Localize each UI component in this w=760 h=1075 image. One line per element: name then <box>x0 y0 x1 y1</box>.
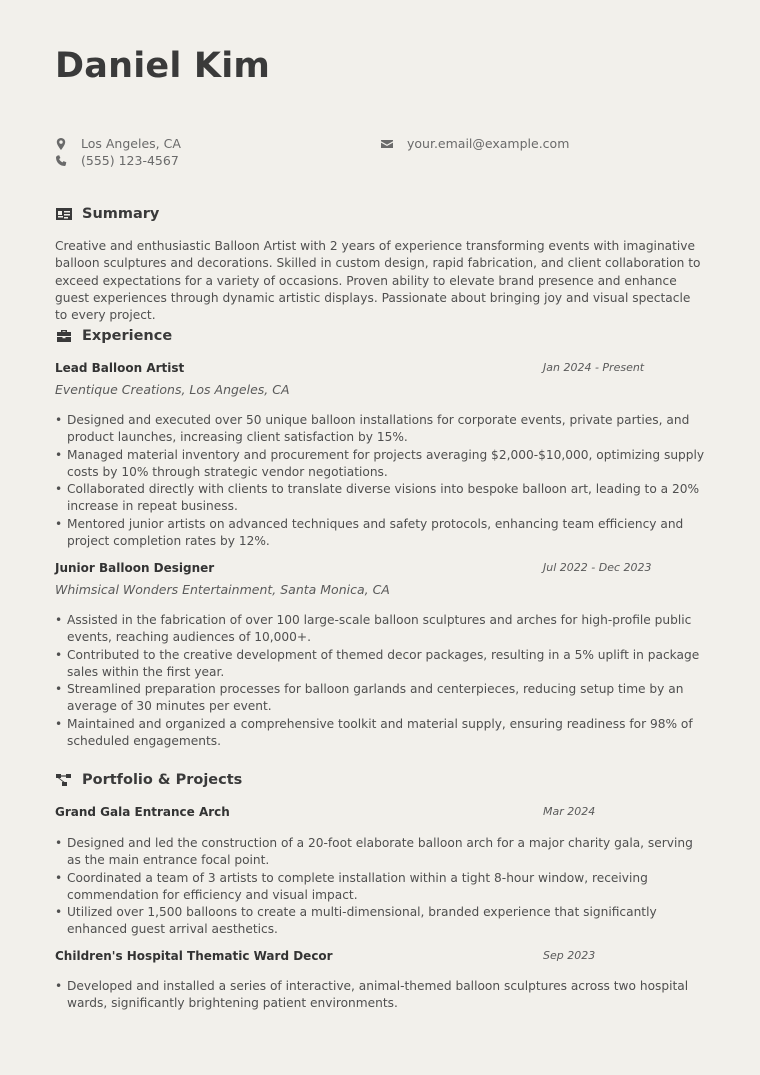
map-pin-icon <box>55 138 67 150</box>
job-bullets <box>55 412 707 550</box>
job-role: Lead Balloon Artist <box>55 361 185 375</box>
phone-text: (555) 123-4567 <box>81 153 179 168</box>
list-item: • Designed and executed over 50 unique balloon installations for corporate events, private parties, and product launches, increasing client satisfaction by 15%. <box>55 412 707 447</box>
project-bullets <box>55 835 707 939</box>
list-item: • Developed and installed a series of interactive, animal-themed balloon sculptures across two hospital wards, significantly brightening patient environments. <box>55 978 707 1013</box>
envelope-icon <box>381 138 393 150</box>
list-item: • Streamlined preparation processes for balloon garlands and centerpieces, reducing setup time by an average of 30 minutes per event. <box>55 681 707 716</box>
list-item: • Utilized over 1,500 balloons to create a multi-dimensional, branded experience that significantly enhanced guest arrival aesthetics. <box>55 904 707 939</box>
project-name: Children's Hospital Thematic Ward Decor <box>55 949 333 963</box>
project-name: Grand Gala Entrance Arch <box>55 805 230 819</box>
job-company: Whimsical Wonders Entertainment, Santa Monica, CA <box>55 582 390 597</box>
summary-heading <box>55 206 159 222</box>
project-date: Sep 2023 <box>543 949 596 962</box>
portfolio-heading <box>55 772 242 788</box>
location-text: Los Angeles, CA <box>81 136 181 151</box>
job-date: Jul 2022 - Dec 2023 <box>543 561 652 574</box>
phone-icon <box>55 155 67 167</box>
briefcase-icon <box>55 328 73 344</box>
portfolio-title: Portfolio & Projects <box>82 772 243 788</box>
experience-heading <box>55 328 172 344</box>
list-item: • Managed material inventory and procurement for projects averaging $2,000-$10,000, optimizing supply costs by 10% through strategic vendor negotiations. <box>55 447 707 482</box>
contact-location <box>55 136 181 151</box>
experience-title: Experience <box>82 328 173 344</box>
list-item: • Collaborated directly with clients to translate diverse visions into bespoke balloon art, leading to a 20% increase in repeat business. <box>55 481 707 516</box>
summary-text: Creative and enthusiastic Balloon Artist with 2 years of experience transforming events with imaginative balloon sculptures and decorations. Skilled in custom design, rapid fabrication, and client collaboration to exceed expectations for a variety of occasions. Proven ability to elevate brand presence and enhance guest experiences through dynamic artistic displays. Passionate about bringing joy and visual spectacle to every project. <box>55 239 701 323</box>
job-role: Junior Balloon Designer <box>55 561 215 575</box>
job-bullets <box>55 612 707 750</box>
list-item: • Coordinated a team of 3 artists to complete installation within a tight 8-hour window, receiving commendation for efficiency and visual impact. <box>55 870 707 905</box>
contact-phone <box>55 153 179 168</box>
id-card-icon <box>55 206 73 222</box>
project-date: Mar 2024 <box>543 805 596 818</box>
summary-title: Summary <box>82 206 160 222</box>
project-diagram-icon <box>55 772 73 788</box>
list-item: • Designed and led the construction of a 20-foot elaborate balloon arch for a major charity gala, serving as the main entrance focal point. <box>55 835 707 870</box>
list-item: • Maintained and organized a comprehensive toolkit and material supply, ensuring readiness for 98% of scheduled engagements. <box>55 716 707 751</box>
job-company: Eventique Creations, Los Angeles, CA <box>55 382 290 397</box>
list-item: • Assisted in the fabrication of over 100 large-scale balloon sculptures and arches for high-profile public events, reaching audiences of 10,000+. <box>55 612 707 647</box>
list-item: • Contributed to the creative development of themed decor packages, resulting in a 5% uplift in package sales within the first year. <box>55 647 707 682</box>
email-text[interactable]: your.email@example.com <box>407 136 570 151</box>
job-date: Jan 2024 - Present <box>543 361 645 374</box>
project-bullets <box>55 978 707 1013</box>
list-item: • Mentored junior artists on advanced techniques and safety protocols, enhancing team efficiency and project completion rates by 12%. <box>55 516 707 551</box>
candidate-name: Daniel Kim <box>55 46 271 86</box>
contact-email[interactable] <box>381 136 569 151</box>
